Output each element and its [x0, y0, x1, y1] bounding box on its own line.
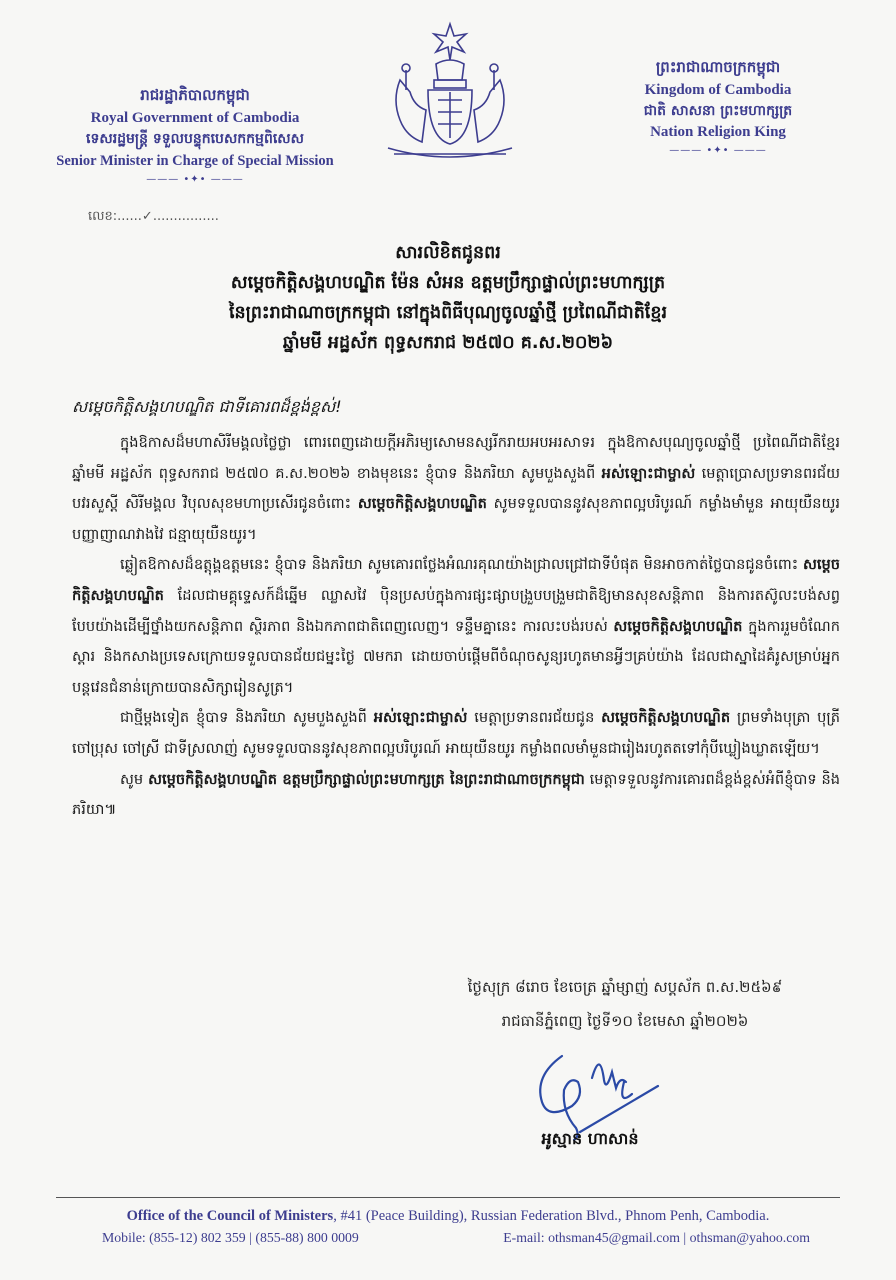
- reference-number: លេខ:......✓................: [88, 209, 219, 224]
- letter-title: [60, 238, 836, 358]
- p1-bold-d: សម្តេចកិត្តិសង្គហបណ្ឌិត: [357, 495, 487, 513]
- date-lunar: ថ្ងៃសុក្រ ៨រោច ខែចេត្រ ឆ្នាំម្សាញ់ សប្តស័ក ព.ស.២៥៦៩: [467, 978, 783, 996]
- footer-office: Office of the Council of Ministers: [126, 1208, 334, 1224]
- footer-email: E-mail: othsman45@gmail.com | othsman@yahoo.com: [503, 1230, 810, 1245]
- p3-text-c: មេត្តាប្រទានពរជ័យជូន: [474, 709, 595, 727]
- header-right-english-2: Nation Religion King: [650, 124, 786, 140]
- header-right-khmer-1: ព្រះរាជាណាចក្រកម្ពុជា: [655, 58, 781, 76]
- footer-address: , #41 (Peace Building), Russian Federation Blvd., Phnom Penh, Cambodia.: [333, 1208, 770, 1224]
- p1-text-a: ក្នុងឱកាសដ៏មហាសិរីមង្គលថ្លៃថ្លា ពោរពេញដោយក្តីអភិរម្យសោមនស្សរីករាយអបអរសាទរ ក្នុងឱកាសបុណ្យចូលឆ្នាំថ្មី ប្រពៃណីជាតិខ្មែរ ឆ្នាំមមី អដ្ឋស័ក ពុទ្ធសករាជ ២៥៧០ គ.ស.២០២៦ ខាងមុខនេះ ខ្ញុំបាទ និងភរិយា សូមបួងសួងពី: [72, 434, 840, 482]
- paragraph-1: [72, 428, 840, 550]
- p4-bold-b: សម្តេចកិត្តិសង្គហបណ្ឌិត ឧត្តមប្រឹក្សាផ្ទាល់ព្រះមហាក្សត្រ នៃព្រះរាជាណាចក្រកម្ពុជា: [148, 770, 585, 788]
- header-left-english-2: Senior Minister in Charge of Special Mission: [56, 153, 334, 169]
- paragraph-2: [72, 550, 840, 703]
- title-line-2: សម្តេចកិត្តិសង្គហបណ្ឌិត ម៉ែន សំអន ឧត្តមប្រឹក្សាផ្ទាល់ព្រះមហាក្សត្រ: [230, 273, 666, 293]
- footer-divider: [56, 1197, 840, 1198]
- date-solar: រាជធានីភ្នំពេញ ថ្ងៃទី១០ ខែមេសា ឆ្នាំ២០២៦: [501, 1012, 749, 1030]
- header-right-english-1: Kingdom of Cambodia: [644, 82, 792, 98]
- title-line-1: សារលិខិតជូនពរ: [395, 243, 501, 263]
- paragraph-4: [72, 765, 840, 826]
- paragraph-3: [72, 703, 840, 764]
- p2-bold-b: សម្តេចកិត្តិសង្គហបណ្ឌិត: [72, 556, 841, 604]
- p2-bold-d: សម្តេចកិត្តិសង្គហបណ្ឌិត: [613, 617, 743, 635]
- p2-text-c: ដែលជាមគ្គុទ្ទេសក៍ដ៏ឆ្នើម ឈ្លាសវៃ ប៉ិនប្រសប់ក្នុងការផ្សះផ្សាបង្រួបបង្រួមជាតិឱ្យមានសុខសន្តិភាព និងការតស៊ូលះបង់សព្វបែបយ៉ាងដើម្បីថ្នាំងយកសន្តិភាព ស្ថិរភាព និងឯកភាពជាតិពេញលេញ។ ទន្ទឹមគ្នានេះ ការលះបង់របស់: [72, 586, 840, 635]
- header-right-khmer-2: ជាតិ សាសនា ព្រះមហាក្សត្រ: [643, 103, 793, 119]
- p3-bold-d: សម្តេចកិត្តិសង្គហបណ្ឌិត: [601, 709, 731, 727]
- header-right: [598, 58, 838, 156]
- p4-text-a: សូម: [120, 770, 144, 788]
- signatory-name: អូស្មាន ហាសាន់: [541, 1129, 639, 1148]
- title-line-4: ឆ្នាំមមី អដ្ឋស័ក ពុទ្ធសករាជ ២៥៧០ គ.ស.២០២៦: [282, 333, 614, 353]
- p4-text-c: មេត្តាទទួលនូវការគោរពដ៏ខ្ពង់ខ្ពស់អំពីខ្ញុំបាទ និងភរិយា៕: [72, 770, 841, 819]
- header-left-english-1: Royal Government of Cambodia: [90, 110, 300, 126]
- header-left-khmer-1: រាជរដ្ឋាភិបាលកម្ពុជា: [140, 86, 250, 104]
- p3-text-a: ជាថ្មីម្តងទៀត ខ្ញុំបាទ និងភរិយា សូមបួងសួងពី: [120, 709, 367, 727]
- p2-text-a: ឆ្លៀតឱកាសដ៏ឧត្តុង្គឧត្តមនេះ ខ្ញុំបាទ និងភរិយា សូមគោរពថ្លែងអំណរគុណយ៉ាងជ្រាលជ្រៅជាទីបំផុត មិនអាចកាត់ថ្លៃបានជូនចំពោះ: [120, 556, 799, 574]
- salutation: សម្តេចកិត្តិសង្គហបណ្ឌិត ជាទីគោរពដ៏ខ្ពង់ខ្ពស់!: [72, 397, 342, 416]
- letter-body: [72, 428, 840, 826]
- header-left-ornament: ——— •✦• ———: [146, 174, 244, 185]
- header-left: [30, 86, 360, 185]
- p1-text-e: សូមទទួលបាននូវសុខភាពល្អបរិបូរណ៍ កម្លាំងមាំមួន អាយុយឺនយូរ បញ្ញាញាណវាងវៃ ជន្មាយុយឺនយូរ។: [72, 495, 841, 543]
- footer-mobile: Mobile: (855-12) 802 359 | (855-88) 800 0009: [102, 1230, 359, 1245]
- header-left-khmer-2: ទេសរដ្ឋមន្ត្រី ទទួលបន្ទុកបេសកកម្មពិសេស: [86, 131, 304, 147]
- footer-contact-line: [56, 1227, 840, 1248]
- royal-arms-emblem: [370, 20, 530, 170]
- p3-bold-b: អស់ឡោះជាម្ចាស់: [373, 709, 468, 727]
- footer-address-line: [56, 1206, 840, 1227]
- p3-text-e: ព្រមទាំងបុត្រា បុត្រី ចៅប្រុស ចៅស្រី ជាទីស្រលាញ់ សូមទទួលបាននូវសុខភាពល្អបរិបូរណ៍ អាយុយឺនយូរ កម្លាំងពលមាំមួនជារៀងរហូតតទៅកុំបីឃ្លៀងឃ្លាតឡើយ។: [72, 709, 841, 757]
- header-right-ornament: ——— •✦• ———: [669, 145, 767, 156]
- p1-text-c: មេត្តាប្រោសប្រទានពរជ័យ បវរសួស្តី សិរីមង្គល វិបុលសុខមហាប្រសើរជូនចំពោះ: [72, 464, 840, 513]
- p2-text-e: ក្នុងការរួមចំណែកស្តារ និងកសាងប្រទេសក្រោយទទួលបានជ័យជម្នះថ្ងៃ ៧មករា ដោយចាប់ផ្តើមពីចំណុចសូន្យរហូតមានអ្វីៗគ្រប់យ៉ាង ដែលជាស្នាដៃគំរូសម្រាប់អ្នកបន្តវេនជំនាន់ក្រោយបានសិក្សារៀនសូត្រ។: [72, 617, 840, 696]
- title-line-3: នៃព្រះរាជាណាចក្រកម្ពុជា នៅក្នុងពិធីបុណ្យចូលឆ្នាំថ្មី ប្រពៃណីជាតិខ្មែរ: [228, 303, 668, 323]
- date-block: [405, 970, 845, 1038]
- p1-bold-b: អស់ឡោះជាម្ចាស់: [601, 464, 696, 482]
- footer: [56, 1206, 840, 1248]
